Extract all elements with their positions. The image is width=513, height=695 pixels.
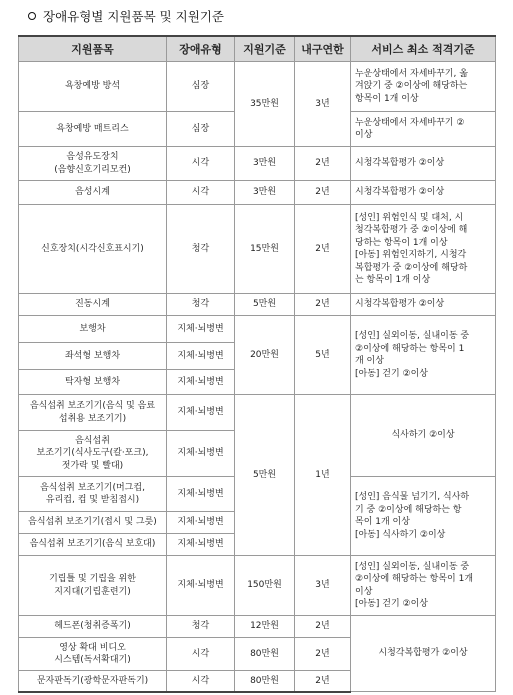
item-cell: 음식섭취 보조기기(머그컵, 유리컵, 컵 및 받침접시): [19, 477, 167, 512]
years-cell: 2년: [295, 205, 351, 294]
type-cell: 청각: [167, 616, 235, 638]
criteria-cell: 누운상태에서 자세바꾸기 ② 이상: [351, 112, 496, 147]
table-row: [19, 294, 496, 316]
criteria-cell: 시청각복합평가 ②이상: [351, 616, 496, 692]
type-cell: 지체·뇌병변: [167, 370, 235, 395]
item-cell: 음성시계: [19, 181, 167, 205]
type-cell: 시각: [167, 147, 235, 181]
amount-cell: 5만원: [235, 294, 295, 316]
amount-cell: 35만원: [235, 62, 295, 147]
criteria-cell: [성인] 음식물 넘기기, 식사하 기 중 ②이상에 해당하는 항 목이 1개 이상 [아동] 식사하기 ②이상: [351, 477, 496, 556]
years-cell: 5년: [295, 316, 351, 395]
table-row: [19, 556, 496, 616]
item-cell: 음식섭취 보조기기(식사도구(칼·포크), 젓가락 및 빨대): [19, 431, 167, 477]
amount-cell: 3만원: [235, 147, 295, 181]
item-cell: 욕창예방 방석: [19, 62, 167, 112]
type-cell: 심장: [167, 62, 235, 112]
amount-cell: 5만원: [235, 395, 295, 556]
years-cell: 2년: [295, 671, 351, 692]
table-header-row: [19, 36, 496, 62]
criteria-cell: [성인] 위험인식 및 대처, 시 청각복합평가 중 ②이상에 해 당하는 항목이 1개 이상 [아동] 위험인지하기, 시청각 복합평가 중 ②이상에 해당하 는 항목이 1개 이상: [351, 205, 496, 294]
type-cell: 지체·뇌병변: [167, 431, 235, 477]
type-cell: 지체·뇌병변: [167, 316, 235, 343]
item-cell: 음식섭취 보조기기(음식 및 음료 섭취용 보조기기): [19, 395, 167, 431]
item-cell: 음식섭취 보조기기(음식 보호대): [19, 534, 167, 556]
header-criteria: 서비스 최소 적격기준: [351, 36, 496, 62]
criteria-cell: 시청각복합평가 ②이상: [351, 181, 496, 205]
type-cell: 지체·뇌병변: [167, 343, 235, 370]
item-cell: 영상 확대 비디오 시스템(독서확대기): [19, 638, 167, 671]
years-cell: 3년: [295, 62, 351, 147]
support-items-table: [18, 35, 496, 693]
criteria-cell: 시청각복합평가 ②이상: [351, 147, 496, 181]
type-cell: 시각: [167, 638, 235, 671]
type-cell: 지체·뇌병변: [167, 512, 235, 534]
item-cell: 음성유도장치 (음향신호기리모컨): [19, 147, 167, 181]
item-cell: 헤드폰(청취증폭기): [19, 616, 167, 638]
table-row: [19, 205, 496, 294]
years-cell: 2년: [295, 638, 351, 671]
years-cell: 2년: [295, 181, 351, 205]
type-cell: 지체·뇌병변: [167, 556, 235, 616]
criteria-cell: 식사하기 ②이상: [351, 395, 496, 477]
years-cell: 3년: [295, 556, 351, 616]
criteria-cell: [성인] 실외이동, 실내이동 중 ②이상에 해당하는 항목이 1개 이상 [아동] 걷기 ②이상: [351, 556, 496, 616]
item-cell: 기립틀 및 기립을 위한 지지대(기립훈련기): [19, 556, 167, 616]
type-cell: 시각: [167, 181, 235, 205]
type-cell: 지체·뇌병변: [167, 395, 235, 431]
table-row: [19, 62, 496, 112]
years-cell: 1년: [295, 395, 351, 556]
amount-cell: 80만원: [235, 638, 295, 671]
years-cell: 2년: [295, 616, 351, 638]
section-title-text: 장애유형별 지원품목 및 지원기준: [43, 9, 224, 24]
header-type: 장애유형: [167, 36, 235, 62]
criteria-cell: 누운상태에서 자세바꾸기, 옮 겨앉기 중 ②이상에 해당하는 항목이 1개 이상: [351, 62, 496, 112]
amount-cell: 20만원: [235, 316, 295, 395]
item-cell: 문자판독기(광학문자판독기): [19, 671, 167, 692]
header-years: 내구연한: [295, 36, 351, 62]
circle-bullet-icon: [28, 12, 36, 20]
amount-cell: 80만원: [235, 671, 295, 692]
amount-cell: 150만원: [235, 556, 295, 616]
table-row: [19, 395, 496, 431]
item-cell: 음식섭취 보조기기(접시 및 그릇): [19, 512, 167, 534]
type-cell: 시각: [167, 671, 235, 692]
type-cell: 심장: [167, 112, 235, 147]
table-row: [19, 147, 496, 181]
item-cell: 좌석형 보행차: [19, 343, 167, 370]
type-cell: 청각: [167, 294, 235, 316]
type-cell: 청각: [167, 205, 235, 294]
item-cell: 진동시계: [19, 294, 167, 316]
type-cell: 지체·뇌병변: [167, 477, 235, 512]
table-row: [19, 181, 496, 205]
table-row: [19, 316, 496, 343]
table-row: [19, 616, 496, 638]
type-cell: 지체·뇌병변: [167, 534, 235, 556]
item-cell: 욕창예방 매트리스: [19, 112, 167, 147]
header-item: 지원품목: [19, 36, 167, 62]
criteria-cell: [성인] 실외이동, 실내이동 중 ②이상에 해당하는 항목이 1 개 이상 [아동] 걷기 ②이상: [351, 316, 496, 395]
years-cell: 2년: [295, 294, 351, 316]
amount-cell: 3만원: [235, 181, 295, 205]
item-cell: 보행차: [19, 316, 167, 343]
amount-cell: 15만원: [235, 205, 295, 294]
years-cell: 2년: [295, 147, 351, 181]
header-amount: 지원기준: [235, 36, 295, 62]
section-title: [28, 7, 224, 25]
item-cell: 탁자형 보행차: [19, 370, 167, 395]
amount-cell: 12만원: [235, 616, 295, 638]
item-cell: 신호장치(시각신호표시기): [19, 205, 167, 294]
criteria-cell: 시청각복합평가 ②이상: [351, 294, 496, 316]
